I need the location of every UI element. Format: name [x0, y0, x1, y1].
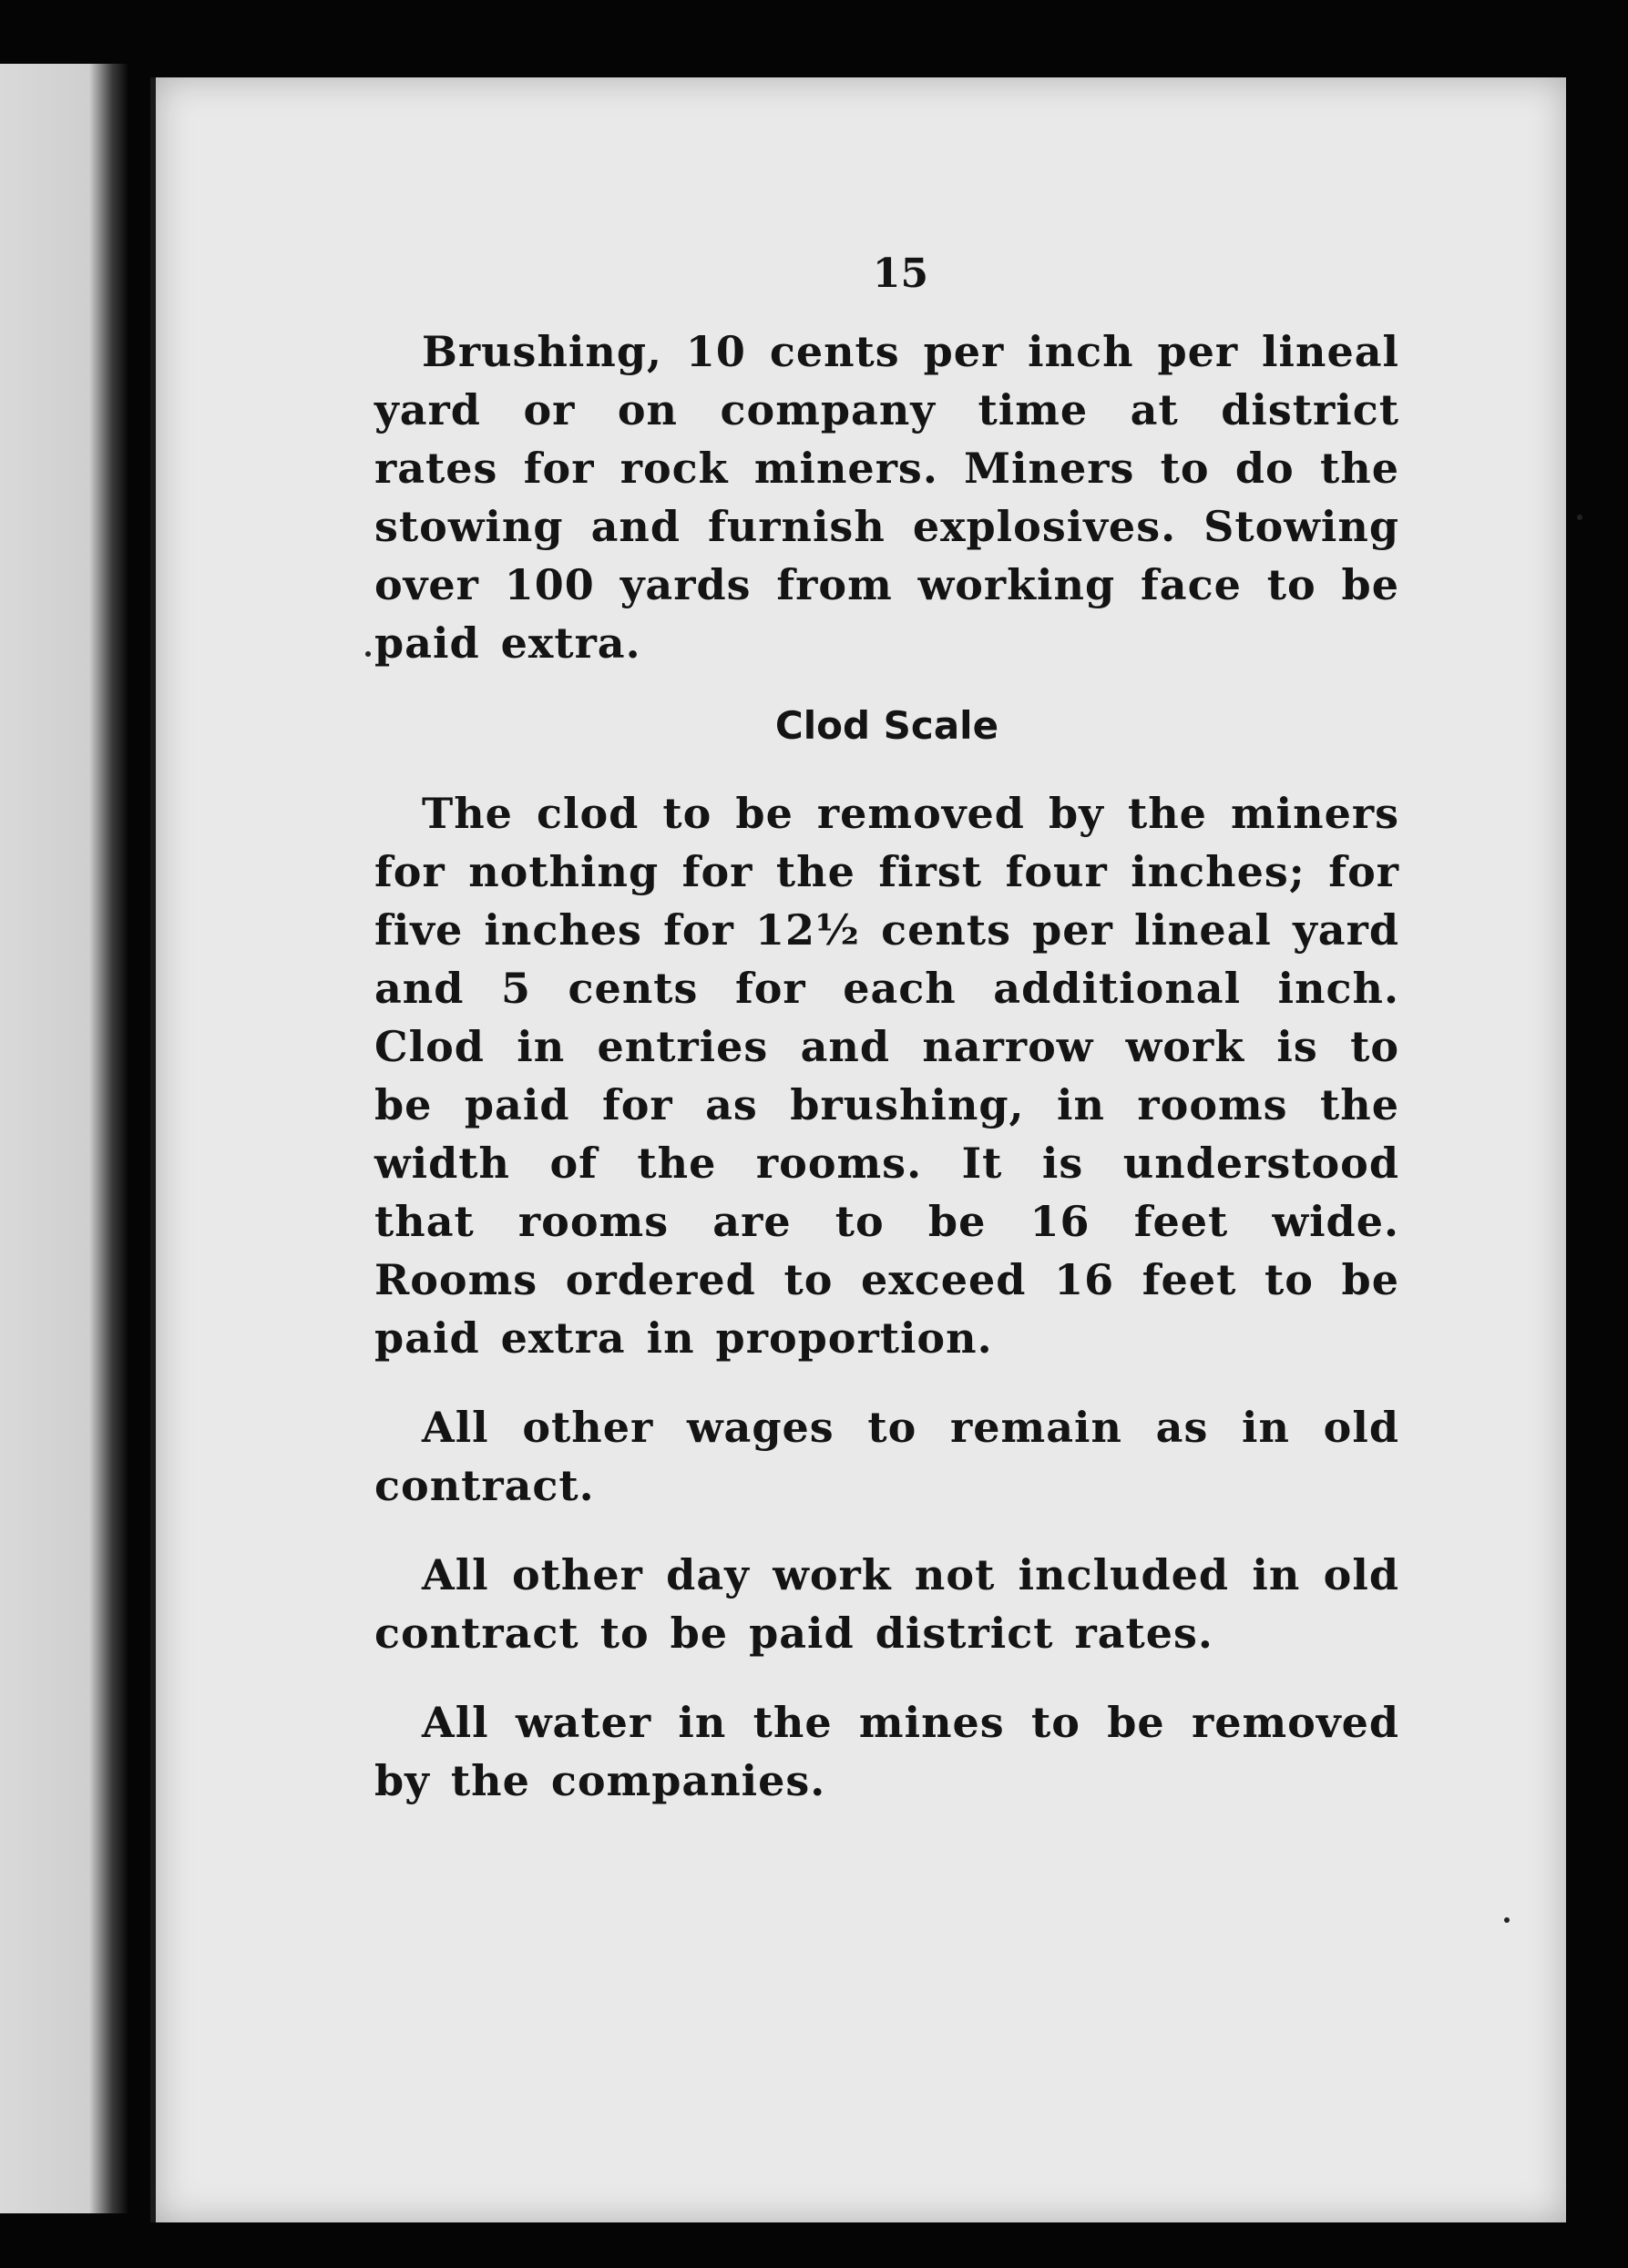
scan-speck: [1504, 1917, 1510, 1923]
facing-page-edge: [0, 64, 128, 2213]
paragraph-brushing: Brushing, 10 cents per inch per lineal yard or on company time at district rates for rock miners. Miners to do the stowing and furnish explosives. Stowing over 100 yards from working face to be paid extra.: [374, 327, 1399, 668]
paragraph-other-wages: All other wages to remain as in old contract.: [374, 1403, 1399, 1510]
book-page: [150, 77, 1566, 2222]
paragraph-clod: The clod to be removed by the miners for nothing for the first four inches; for five inches for 12½ cents per lineal yard and 5 cents for each additional inch. Clod in entries and narrow work is to be paid for as brushing, in rooms the width of the rooms. It is understood that rooms are to be 16 feet wide. Rooms ordered to exceed 16 feet to be paid extra in proportion.: [374, 789, 1399, 1363]
page-content: [374, 250, 1399, 1841]
section-heading: Clod Scale: [774, 703, 999, 748]
scan-speck: [365, 651, 371, 657]
scan-speck: [1577, 515, 1582, 520]
paragraph-water: All water in the mines to be removed by the companies.: [374, 1698, 1399, 1805]
paragraph-day-work: All other day work not included in old contract to be paid district rates.: [374, 1550, 1399, 1658]
page-number: 15: [872, 250, 929, 297]
